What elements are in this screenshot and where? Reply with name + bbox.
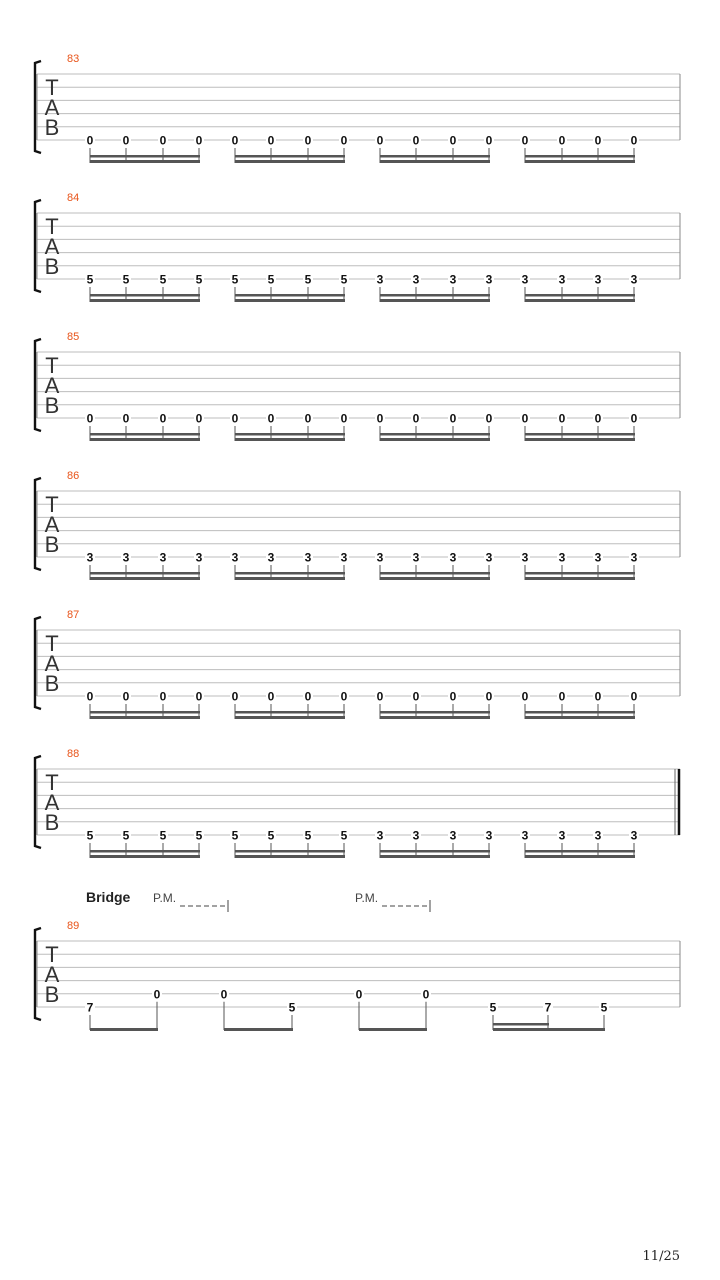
tab-clef-letter: T	[45, 770, 59, 795]
beam-primary	[380, 160, 490, 163]
fret-number: 0	[153, 987, 161, 1002]
beam-primary	[525, 855, 635, 858]
tab-clef-letter: A	[44, 512, 60, 537]
fret-number: 5	[304, 272, 312, 287]
beam-secondary	[380, 850, 490, 853]
fret-number: 0	[630, 411, 638, 426]
palm-mute-label: P.M.	[153, 891, 177, 905]
fret-number: 0	[340, 411, 348, 426]
fret-number: 3	[485, 550, 493, 565]
beam-primary	[90, 577, 200, 580]
tab-clef-letter: T	[45, 942, 59, 967]
fret-number: 0	[558, 411, 566, 426]
tab-clef-letter: A	[44, 790, 60, 815]
tab-clef-letter: B	[44, 671, 60, 696]
fret-number: 5	[489, 1000, 497, 1015]
beam-secondary	[380, 155, 490, 158]
fret-number: 0	[594, 689, 602, 704]
fret-number: 0	[630, 689, 638, 704]
fret-number: 0	[159, 689, 167, 704]
fret-number: 0	[231, 411, 239, 426]
beam-primary	[235, 855, 345, 858]
fret-number: 0	[86, 411, 94, 426]
fret-number: 3	[122, 550, 130, 565]
fret-number: 0	[267, 689, 275, 704]
fret-number: 3	[412, 550, 420, 565]
beam-primary	[90, 299, 200, 302]
beam-secondary	[525, 711, 635, 714]
fret-number: 3	[376, 828, 384, 843]
fret-number: 5	[288, 1000, 296, 1015]
fret-number: 0	[304, 133, 312, 148]
fret-number: 0	[340, 133, 348, 148]
tab-clef-letter: T	[45, 492, 59, 517]
fret-number: 0	[195, 411, 203, 426]
system-bracket	[35, 200, 41, 292]
fret-number: 7	[86, 1000, 94, 1015]
tab-clef-letter: A	[44, 234, 60, 259]
beam-primary	[380, 577, 490, 580]
fret-number: 3	[195, 550, 203, 565]
beam-primary	[380, 299, 490, 302]
measure-number: 85	[67, 331, 80, 343]
beam-primary	[380, 855, 490, 858]
fret-number: 0	[86, 689, 94, 704]
fret-number: 3	[449, 550, 457, 565]
fret-number: 3	[630, 828, 638, 843]
fret-number: 0	[267, 133, 275, 148]
beam-primary	[525, 299, 635, 302]
beam-secondary	[235, 850, 345, 853]
beam-primary	[224, 1028, 293, 1031]
fret-number: 3	[267, 550, 275, 565]
fret-number: 3	[594, 550, 602, 565]
fret-number: 0	[267, 411, 275, 426]
beam-secondary	[493, 1023, 549, 1026]
fret-number: 3	[558, 272, 566, 287]
tab-clef-letter: T	[45, 631, 59, 656]
fret-number: 5	[122, 272, 130, 287]
fret-number: 0	[122, 411, 130, 426]
tab-clef-letter: A	[44, 651, 60, 676]
beam-secondary	[525, 433, 635, 436]
beam-secondary	[525, 294, 635, 297]
tab-clef-letter: T	[45, 353, 59, 378]
fret-number: 3	[521, 828, 529, 843]
fret-number: 0	[159, 133, 167, 148]
fret-number: 0	[485, 133, 493, 148]
beam-primary	[493, 1028, 605, 1031]
fret-number: 0	[304, 689, 312, 704]
beam-secondary	[525, 850, 635, 853]
fret-number: 3	[376, 550, 384, 565]
tab-clef-letter: A	[44, 95, 60, 120]
fret-number: 5	[267, 272, 275, 287]
beam-primary	[359, 1028, 427, 1031]
measure-number: 88	[67, 748, 80, 760]
beam-secondary	[380, 711, 490, 714]
fret-number: 5	[231, 272, 239, 287]
beam-secondary	[525, 572, 635, 575]
beam-primary	[525, 577, 635, 580]
tab-clef-letter: B	[44, 532, 60, 557]
system-bracket	[35, 928, 41, 1020]
fret-number: 5	[340, 828, 348, 843]
beam-secondary	[380, 572, 490, 575]
fret-number: 0	[86, 133, 94, 148]
palm-mute-label: P.M.	[355, 891, 379, 905]
fret-number: 0	[376, 689, 384, 704]
beam-primary	[90, 438, 200, 441]
beam-primary	[90, 1028, 158, 1031]
tab-clef-letter: B	[44, 115, 60, 140]
fret-number: 3	[521, 550, 529, 565]
fret-number: 0	[340, 689, 348, 704]
beam-secondary	[90, 294, 200, 297]
tab-clef-letter: A	[44, 373, 60, 398]
fret-number: 0	[449, 133, 457, 148]
fret-number: 0	[594, 411, 602, 426]
fret-number: 0	[195, 689, 203, 704]
fret-number: 0	[231, 133, 239, 148]
fret-number: 5	[340, 272, 348, 287]
measure-number: 83	[67, 53, 80, 65]
section-label: Bridge	[86, 889, 131, 905]
fret-number: 0	[355, 987, 363, 1002]
measure-number: 87	[67, 609, 80, 621]
system-bracket	[35, 339, 41, 431]
fret-number: 5	[600, 1000, 608, 1015]
fret-number: 3	[412, 272, 420, 287]
fret-number: 3	[558, 550, 566, 565]
fret-number: 3	[376, 272, 384, 287]
fret-number: 0	[558, 689, 566, 704]
fret-number: 0	[122, 689, 130, 704]
fret-number: 5	[159, 272, 167, 287]
fret-number: 0	[521, 133, 529, 148]
tab-clef-letter: B	[44, 393, 60, 418]
fret-number: 3	[630, 550, 638, 565]
fret-number: 0	[485, 411, 493, 426]
fret-number: 0	[195, 133, 203, 148]
fret-number: 3	[159, 550, 167, 565]
system-bracket	[35, 756, 41, 848]
fret-number: 0	[449, 689, 457, 704]
beam-secondary	[235, 572, 345, 575]
beam-secondary	[380, 433, 490, 436]
measure-number: 89	[67, 920, 80, 932]
fret-number: 5	[231, 828, 239, 843]
beam-secondary	[90, 155, 200, 158]
fret-number: 7	[544, 1000, 552, 1015]
fret-number: 5	[195, 272, 203, 287]
fret-number: 0	[558, 133, 566, 148]
fret-number: 0	[630, 133, 638, 148]
tab-clef-letter: B	[44, 982, 60, 1007]
fret-number: 0	[412, 133, 420, 148]
fret-number: 5	[304, 828, 312, 843]
tab-clef-letter: T	[45, 75, 59, 100]
fret-number: 0	[122, 133, 130, 148]
fret-number: 0	[159, 411, 167, 426]
beam-secondary	[90, 711, 200, 714]
tab-clef-letter: B	[44, 810, 60, 835]
beam-primary	[525, 438, 635, 441]
beam-primary	[90, 855, 200, 858]
fret-number: 0	[521, 689, 529, 704]
tab-clef-letter: A	[44, 962, 60, 987]
system-bracket	[35, 61, 41, 153]
fret-number: 3	[594, 828, 602, 843]
fret-number: 0	[220, 987, 228, 1002]
fret-number: 3	[231, 550, 239, 565]
fret-number: 5	[86, 272, 94, 287]
tab-clef-letter: T	[45, 214, 59, 239]
fret-number: 0	[231, 689, 239, 704]
beam-secondary	[90, 433, 200, 436]
beam-secondary	[235, 155, 345, 158]
beam-primary	[90, 160, 200, 163]
beam-primary	[525, 160, 635, 163]
fret-number: 5	[267, 828, 275, 843]
fret-number: 3	[558, 828, 566, 843]
fret-number: 3	[86, 550, 94, 565]
measure-number: 84	[67, 192, 80, 204]
fret-number: 0	[412, 689, 420, 704]
fret-number: 3	[449, 828, 457, 843]
beam-primary	[235, 577, 345, 580]
fret-number: 3	[304, 550, 312, 565]
fret-number: 0	[376, 133, 384, 148]
fret-number: 3	[340, 550, 348, 565]
tab-clef-letter: B	[44, 254, 60, 279]
fret-number: 3	[485, 272, 493, 287]
page-number: 11/25	[642, 1249, 680, 1264]
measure-number: 86	[67, 470, 80, 482]
fret-number: 0	[422, 987, 430, 1002]
beam-primary	[235, 716, 345, 719]
beam-primary	[380, 438, 490, 441]
beam-primary	[235, 160, 345, 163]
fret-number: 5	[159, 828, 167, 843]
beam-secondary	[235, 711, 345, 714]
fret-number: 0	[594, 133, 602, 148]
fret-number: 5	[195, 828, 203, 843]
beam-secondary	[380, 294, 490, 297]
fret-number: 0	[304, 411, 312, 426]
fret-number: 3	[412, 828, 420, 843]
beam-secondary	[90, 572, 200, 575]
beam-secondary	[525, 155, 635, 158]
beam-primary	[235, 299, 345, 302]
beam-secondary	[90, 850, 200, 853]
beam-secondary	[235, 294, 345, 297]
fret-number: 3	[594, 272, 602, 287]
fret-number: 3	[630, 272, 638, 287]
beam-primary	[90, 716, 200, 719]
beam-primary	[380, 716, 490, 719]
fret-number: 3	[521, 272, 529, 287]
fret-number: 5	[86, 828, 94, 843]
fret-number: 5	[122, 828, 130, 843]
fret-number: 0	[521, 411, 529, 426]
fret-number: 0	[412, 411, 420, 426]
fret-number: 0	[485, 689, 493, 704]
system-bracket	[35, 617, 41, 709]
beam-primary	[525, 716, 635, 719]
fret-number: 0	[376, 411, 384, 426]
system-bracket	[35, 478, 41, 570]
fret-number: 0	[449, 411, 457, 426]
beam-primary	[235, 438, 345, 441]
beam-secondary	[235, 433, 345, 436]
fret-number: 3	[449, 272, 457, 287]
fret-number: 3	[485, 828, 493, 843]
